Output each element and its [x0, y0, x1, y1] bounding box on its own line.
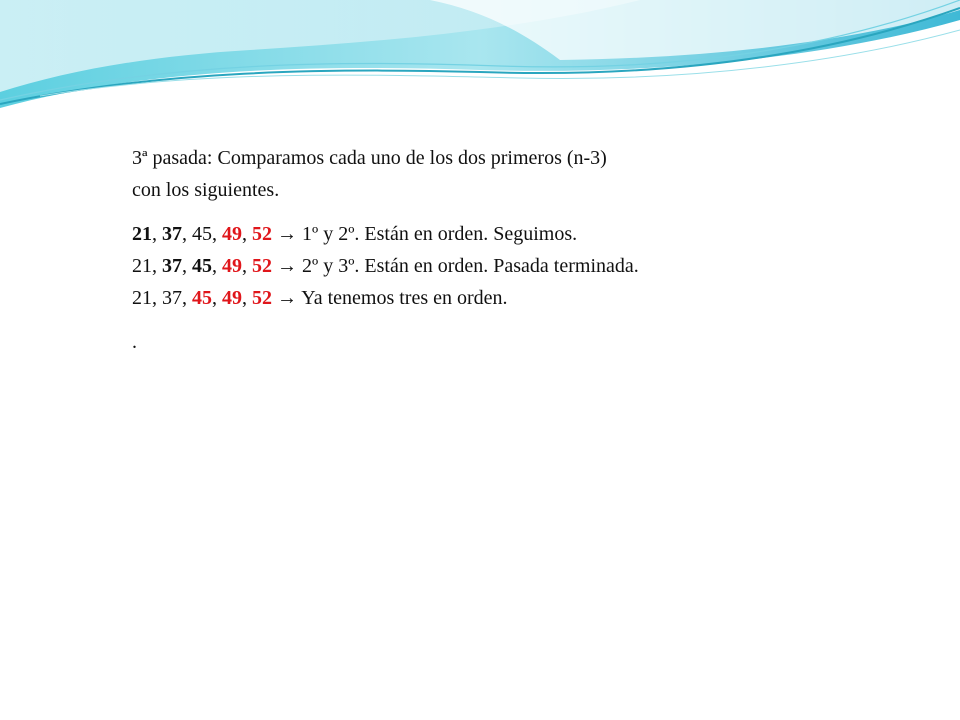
step-text: → Ya tenemos tres en orden. — [272, 287, 508, 309]
number: 21 — [132, 287, 152, 309]
number: 21 — [132, 255, 152, 277]
number: 52 — [252, 255, 272, 277]
number: 45 — [192, 255, 212, 277]
number: 52 — [252, 223, 272, 245]
number: 37 — [162, 287, 182, 309]
number: 52 — [252, 287, 272, 309]
header-wave-decoration — [0, 0, 960, 120]
step-line-1: 21, 37, 45, 49, 52 → 1º y 2º. Están en orden. Seguimos. — [132, 223, 578, 245]
number: 37 — [162, 223, 182, 245]
intro-paragraph — [132, 142, 732, 206]
intro-line-2: con los siguientes. — [132, 179, 280, 201]
number: 49 — [222, 287, 242, 309]
number: 45 — [192, 223, 212, 245]
trailing-dot: . — [132, 331, 137, 353]
content-area — [132, 142, 732, 358]
number: 21 — [132, 223, 152, 245]
intro-line-1: 3ª pasada: Comparamos cada uno de los dos primeros (n-3) — [132, 147, 607, 169]
number: 37 — [162, 255, 182, 277]
number: 49 — [222, 223, 242, 245]
number: 49 — [222, 255, 242, 277]
number: 45 — [192, 287, 212, 309]
step-text: → 2º y 3º. Están en orden. Pasada terminada. — [272, 255, 639, 277]
step-text: → 1º y 2º. Están en orden. Seguimos. — [272, 223, 578, 245]
step-line-3: 21, 37, 45, 49, 52 → Ya tenemos tres en orden. — [132, 287, 508, 309]
step-line-2: 21, 37, 45, 49, 52 → 2º y 3º. Están en orden. Pasada terminada. — [132, 255, 639, 277]
